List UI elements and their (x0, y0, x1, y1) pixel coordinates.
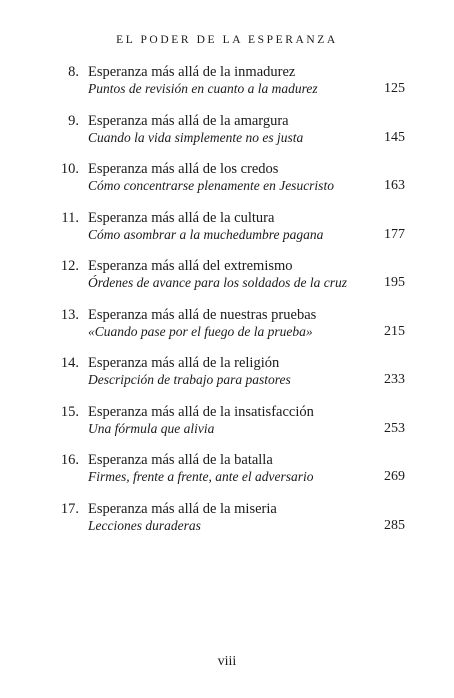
toc-entry (0, 306, 454, 355)
toc-entry (0, 403, 454, 452)
chapter-title: Esperanza más allá de la cultura (88, 209, 275, 226)
toc-entry (0, 112, 454, 161)
chapter-subtitle: Cómo asombrar a la muchedumbre pagana (88, 226, 324, 242)
chapter-subtitle: «Cuando pase por el fuego de la prueba» (88, 323, 313, 339)
toc-entry (0, 160, 454, 209)
chapter-subtitle: Puntos de revisión en cuanto a la madurez (88, 81, 318, 96)
chapter-title: Esperanza más allá de la insatisfacción (88, 403, 314, 420)
table-of-contents (0, 63, 454, 548)
chapter-title: Esperanza más allá de la inmadurez (88, 64, 296, 80)
chapter-page-number: 285 (384, 517, 405, 533)
chapter-page-number: 233 (384, 372, 405, 387)
chapter-title: Esperanza más allá de la religión (88, 355, 280, 371)
toc-entry (0, 354, 454, 403)
toc-entry (0, 500, 454, 549)
chapter-number: 16. (60, 452, 79, 468)
chapter-title: Esperanza más allá de los credos (88, 161, 279, 177)
chapter-number: 17. (60, 500, 79, 517)
chapter-number: 11. (61, 209, 79, 226)
chapter-title: Esperanza más allá del extremismo (88, 258, 293, 274)
chapter-page-number: 125 (384, 81, 405, 96)
chapter-number: 14. (60, 355, 79, 371)
page-folio: viii (217, 654, 237, 669)
chapter-number: 12. (60, 258, 79, 274)
chapter-subtitle: Órdenes de avance para los soldados de la cruz (88, 275, 347, 290)
chapter-number: 10. (60, 161, 79, 177)
chapter-subtitle: Cuando la vida simplemente no es justa (88, 129, 304, 145)
chapter-page-number: 253 (384, 420, 405, 436)
running-head: EL PODER DE LA ESPERANZA (116, 34, 338, 46)
toc-entry (0, 451, 454, 500)
chapter-subtitle: Cómo concentrarse plenamente en Jesucristo (88, 178, 334, 193)
chapter-number: 13. (60, 306, 79, 323)
chapter-title: Esperanza más allá de la amargura (88, 112, 289, 129)
chapter-page-number: 195 (384, 275, 405, 290)
chapter-page-number: 177 (384, 226, 405, 242)
chapter-page-number: 163 (384, 178, 405, 193)
chapter-subtitle: Lecciones duraderas (88, 517, 201, 533)
chapter-number: 8. (68, 64, 79, 80)
chapter-page-number: 215 (384, 323, 405, 339)
chapter-number: 15. (60, 403, 79, 420)
toc-entry (0, 63, 454, 112)
chapter-number: 9. (68, 112, 79, 129)
chapter-subtitle: Una fórmula que alivia (88, 420, 215, 436)
chapter-page-number: 145 (384, 129, 405, 145)
toc-entry (0, 209, 454, 258)
chapter-title: Esperanza más allá de la miseria (88, 500, 277, 517)
chapter-title: Esperanza más allá de nuestras pruebas (88, 306, 317, 323)
chapter-subtitle: Descripción de trabajo para pastores (88, 372, 291, 387)
toc-entry (0, 257, 454, 306)
chapter-page-number: 269 (384, 469, 405, 484)
chapter-title: Esperanza más allá de la batalla (88, 452, 273, 468)
chapter-subtitle: Firmes, frente a frente, ante el adversario (88, 469, 314, 484)
